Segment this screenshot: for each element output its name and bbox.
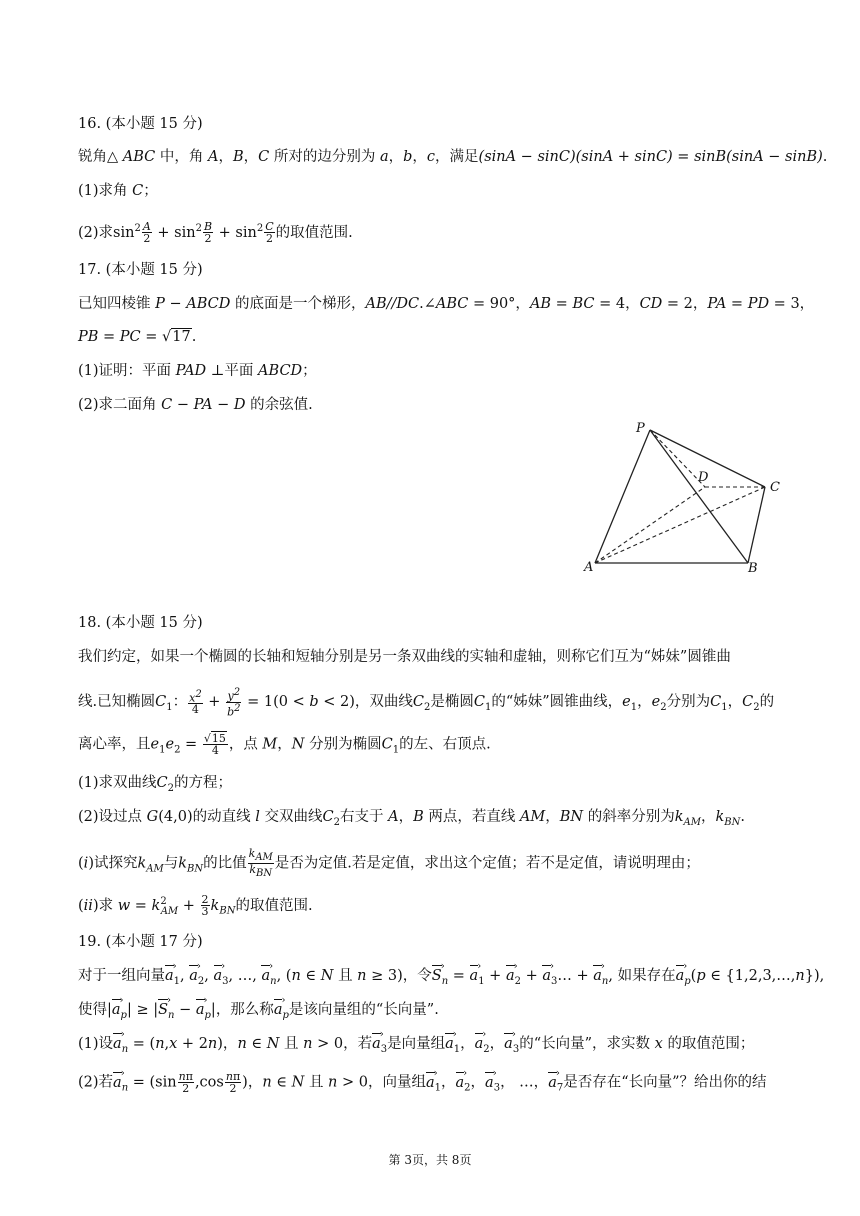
q18-header: 18. (本小题 15 分) bbox=[78, 615, 203, 631]
q17-stem: 已知四棱锥 P − ABCD 的底面是一个梯形，AB//DC.∠ABC = 90°，AB = BC = 4，CD = 2，PA = PD = 3， bbox=[78, 296, 815, 312]
q19-part1: (1)设a $›_n = (n,x + 2n)$，n ∈ N 且 n > 0，若a $›_3$是向量组a $›_1$，a $›_2$，a $›_3$的“长向量”，求实数 x 的取值范围； bbox=[78, 1034, 800, 1060]
q18-part2: (2)设过点 G(4,0)的动直线 l 交双曲线$C_2$右支于 A，B 两点，若直线 AM，BN 的斜率分别为$k_{AM}$，$k_{BN}$. bbox=[78, 809, 745, 828]
q19-line2: 使得|a $›_p| \ge |S$ $›_n - a$ $›_p|$，那么称a $›_p$是该向量组的“长向量”. bbox=[78, 1000, 800, 1026]
q17-part1: (1)证明：平面 PAD ⊥平面 ABCD； bbox=[78, 363, 317, 379]
q17-header: 17. (本小题 15 分) bbox=[78, 262, 203, 278]
q18-line2: 线.已知椭圆$C_1$： $\frac{x^2}{4}$ + $\frac{y^2}{b^2}$ = 1(0 < b < 2)，双曲线$C_2$是椭圆$C_1$的“姊妹”圆锥曲线，$e_1$，$e_2$分别为$C_1$，$C_2$的 bbox=[78, 687, 775, 719]
label-c: C bbox=[770, 480, 780, 495]
q16-part2: (2)求$\sin^2$ $\frac{A}{2}$ + $\sin^2$ $\frac{B}{2}$ + $\sin^2$ $\frac{C}{2}$ 的取值范围. bbox=[78, 220, 353, 246]
q17-part2: (2)求二面角 C − PA − D 的余弦值. bbox=[78, 397, 313, 413]
q18-part2-ii: (ii)求 $w = k^2_{AM}$ + $\frac{2}{3}$ $k_{BN}$的取值范围. bbox=[78, 893, 313, 919]
q16-header: 16. (本小题 15 分) bbox=[78, 116, 203, 132]
q17-stem-cont: PB = PC = √17. bbox=[78, 329, 197, 345]
q19-part2: (2)若a $›_n = (\sin$ $\frac{n\pi}{2}$ ,cos $\frac{n\pi}{2}$ )，n ∈ N 且 n > 0，向量组a $›_1$，a $›_2$，a $›_3$， …，a $›_7$是否存在“长向量”？给出你的结 bbox=[78, 1071, 800, 1098]
label-a: A bbox=[584, 560, 594, 575]
q19-header: 19. (本小题 17 分) bbox=[78, 934, 203, 950]
label-d: D bbox=[698, 470, 709, 485]
q18-part1: (1)求双曲线$C_2$的方程； bbox=[78, 775, 233, 794]
label-p: P bbox=[636, 421, 645, 436]
q18-line1: 我们约定，如果一个椭圆的长轴和短轴分别是另一条双曲线的实轴和虚轴，则称它们互为“姊妹”圆锥曲 bbox=[78, 649, 731, 665]
q19-line1: 对于一组向量a $›_1$, a $›_2$, a $›_3$, …, a $›_n$, (n ∈ N 且 n ≥ 3)，令S $›_n = a$ $›_1 + a$ $›_2 + a$ $›_3\dots + a$ $›_n$, 如果存在a $›_p(p$ ∈ {1,2,3,…,n}), bbox=[78, 966, 800, 992]
q16-stem: 锐角△ ABC 中，角 A，B，C 所对的边分别为 a，b，c，满足(sinA − sinC)(sinA + sinC) = sinB(sinA − sinB). bbox=[78, 149, 828, 165]
q18-line3: 离心率，且$e_1e_2$ = $\frac{√15}{4}$ ，点 M，N 分别为椭圆$C_1$的左、右顶点. bbox=[78, 732, 491, 757]
page-footer: 第 3页，共 8页 bbox=[388, 1153, 472, 1167]
q18-part2-i: (i)试探究$k_{AM}$与$k_{BN}$的比值 $\frac{k_{AM}}{k_{BN}}$ 是否为定值.若是定值，求出这个定值；若不是定值，请说明理由； bbox=[78, 847, 700, 880]
pyramid-figure bbox=[580, 415, 790, 580]
label-b: B bbox=[748, 561, 758, 576]
q16-part1: (1)求角 C； bbox=[78, 183, 158, 199]
